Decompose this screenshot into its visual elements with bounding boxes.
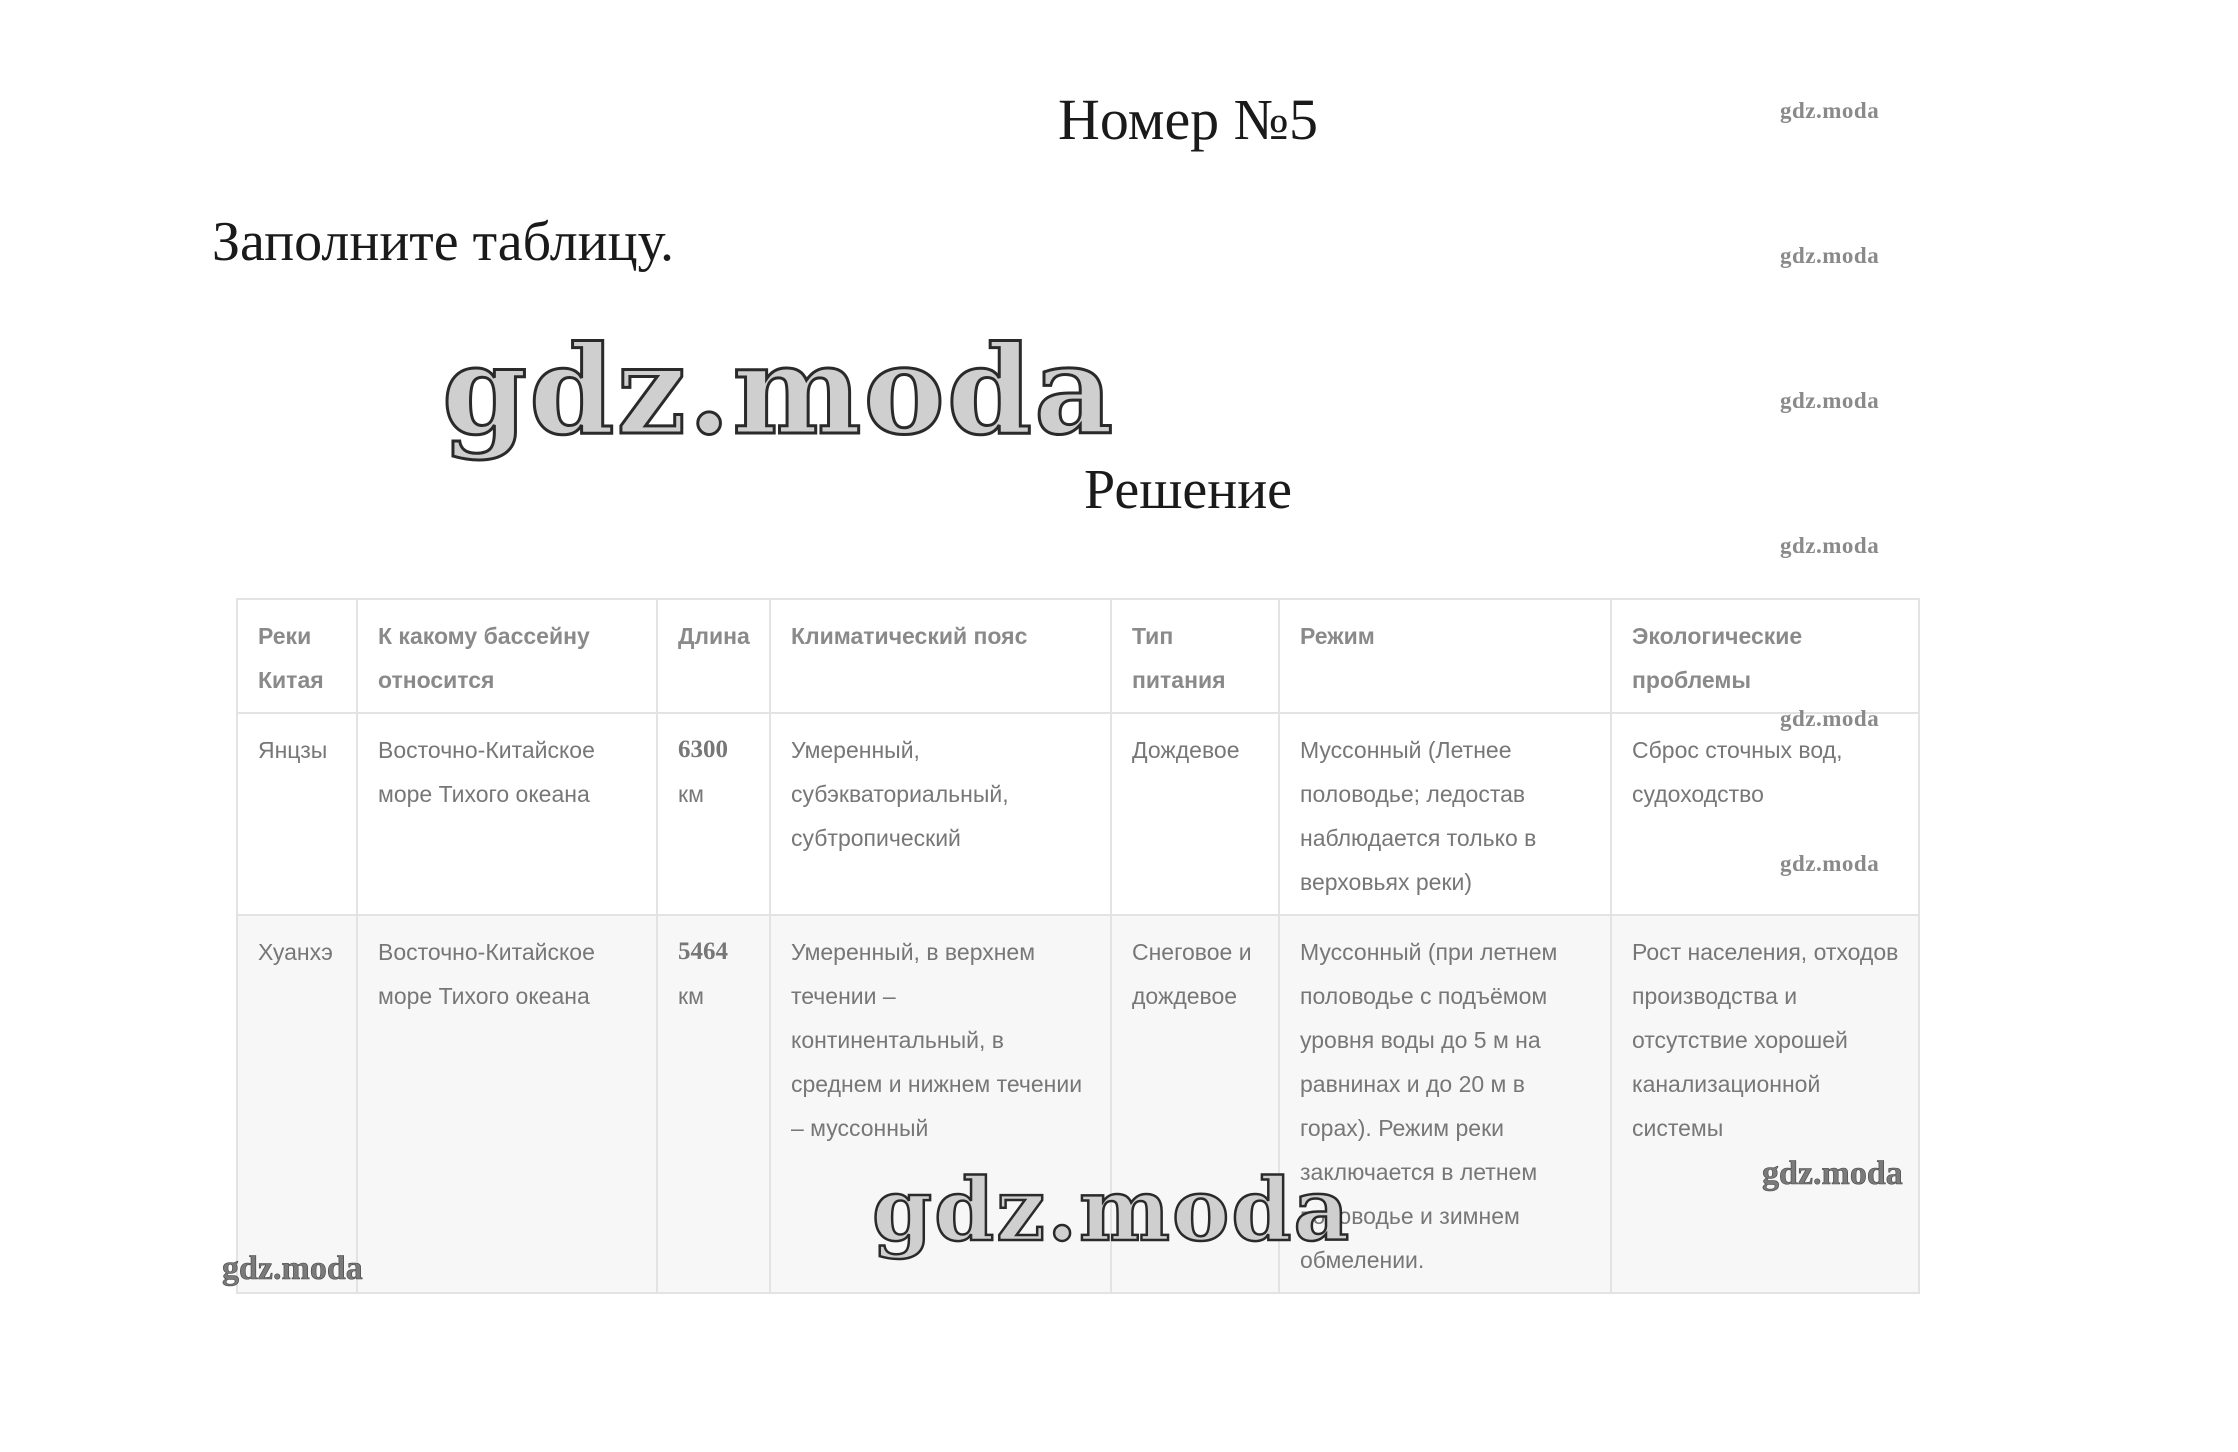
cell-problems: Рост населения, отходов производства и отсутствие хорошей канализационной системы bbox=[1611, 915, 1919, 1293]
header-river: Реки Китая bbox=[237, 599, 357, 713]
length-value: 5464 bbox=[678, 938, 728, 965]
cell-feeding: Дождевое bbox=[1111, 713, 1279, 915]
header-basin: К какому бассейну относится bbox=[357, 599, 657, 713]
watermark-small: gdz.moda bbox=[1780, 98, 1880, 123]
watermark-small: gdz.moda bbox=[1780, 851, 1880, 876]
length-value: 6300 bbox=[678, 736, 728, 763]
watermark-small: gdz.moda bbox=[1780, 243, 1880, 268]
cell-length bbox=[657, 713, 770, 915]
solution-heading: Решение bbox=[1083, 459, 1293, 521]
watermark-small: gdz.moda bbox=[1780, 706, 1880, 731]
cell-regime: Муссонный (при летнем половодье с подъёмом уровня воды до 5 м на равнинах и до 20 м в горах). Режим реки заключается в летнем половодье и зимнем обмелении. bbox=[1279, 915, 1611, 1293]
cell-feeding: Снеговое и дождевое bbox=[1111, 915, 1279, 1293]
length-unit: км bbox=[678, 983, 704, 1009]
cell-basin: Восточно-Китайское море Тихого океана bbox=[357, 713, 657, 915]
watermark-small: gdz.moda bbox=[1780, 533, 1880, 558]
header-length: Длина bbox=[657, 599, 770, 713]
page-title: Номер №5 bbox=[1057, 87, 1319, 152]
cell-regime: Муссонный (Летнее половодье; ледостав наблюдается только в верховьях реки) bbox=[1279, 713, 1611, 915]
task-text: Заполните таблицу. bbox=[212, 211, 674, 273]
watermark-medium: gdz.moda bbox=[222, 1250, 363, 1287]
cell-river: Янцзы bbox=[237, 713, 357, 915]
cell-basin: Восточно-Китайское море Тихого океана bbox=[357, 915, 657, 1293]
watermark-medium: gdz.moda bbox=[1762, 1155, 1903, 1192]
header-problems: Экологические проблемы bbox=[1611, 599, 1919, 713]
header-regime: Режим bbox=[1279, 599, 1611, 713]
cell-climate: Умеренный, в верхнем течении – континентальный, в среднем и нижнем течении – муссонный bbox=[770, 915, 1111, 1293]
cell-problems: Сброс сточных вод, судоходство bbox=[1611, 713, 1919, 915]
cell-length bbox=[657, 915, 770, 1293]
watermark-large-logo: gdz.moda bbox=[872, 1160, 1352, 1261]
cell-climate: Умеренный, субэкваториальный, субтропический bbox=[770, 713, 1111, 915]
cell-river: Хуанхэ bbox=[237, 915, 357, 1293]
header-feeding: Тип питания bbox=[1111, 599, 1279, 713]
length-unit: км bbox=[678, 781, 704, 807]
header-climate: Климатический пояс bbox=[770, 599, 1111, 713]
watermark-small: gdz.moda bbox=[1780, 388, 1880, 413]
table-row bbox=[237, 713, 1919, 915]
watermark-large-logo: gdz.moda bbox=[442, 318, 1116, 462]
table-header-row bbox=[237, 599, 1919, 713]
